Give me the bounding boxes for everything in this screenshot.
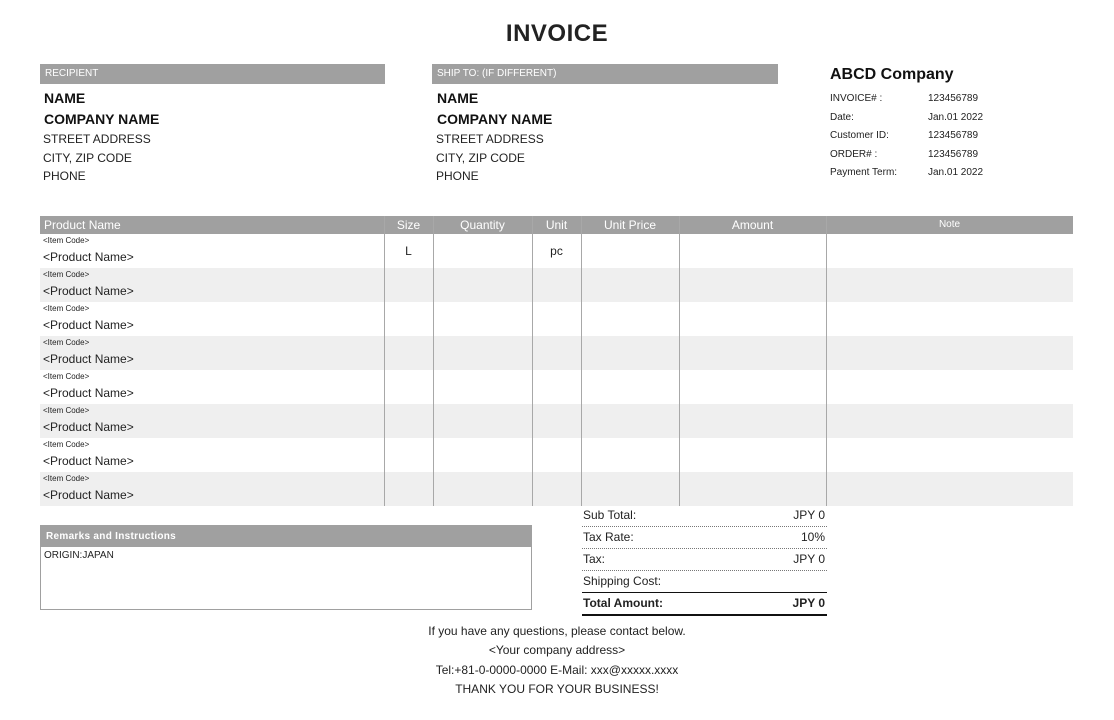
item-code: <Item Code>	[43, 304, 90, 313]
col-quantity: Quantity	[460, 218, 505, 232]
product-name: <Product Name>	[43, 488, 134, 502]
meta-label: Payment Term:	[830, 167, 898, 178]
recipient-company: COMPANY NAME	[44, 111, 160, 127]
remarks-text: ORIGIN:JAPAN	[44, 550, 114, 561]
tax-label: Tax:	[583, 552, 606, 566]
recipient-block	[40, 64, 385, 186]
size-cell: L	[405, 244, 412, 258]
footer-tel-email-line: Tel:+81-0-0000-0000 E-Mail: xxx@xxxxx.xxxx	[435, 663, 679, 677]
product-name: <Product Name>	[43, 250, 134, 264]
ship-to-header: SHIP TO: (IF DIFFERENT)	[432, 64, 778, 84]
remarks-header: Remarks and Instructions	[41, 526, 531, 547]
remarks-box	[40, 525, 532, 610]
table-header	[40, 216, 1073, 234]
meta-order-number	[830, 146, 1090, 165]
meta-value: 123456789	[928, 93, 979, 104]
item-code: <Item Code>	[43, 406, 90, 415]
table-row	[40, 370, 1073, 404]
tax-rate-row	[582, 527, 827, 549]
table-row	[40, 268, 1073, 302]
recipient-city: CITY, ZIP CODE	[43, 150, 132, 165]
table-row	[40, 234, 1073, 268]
meta-label: Date:	[830, 111, 854, 123]
subtotal-value: JPY 0	[793, 508, 825, 522]
table-row	[40, 302, 1073, 336]
product-name: <Product Name>	[43, 454, 134, 468]
company-meta	[830, 90, 1090, 183]
meta-date	[830, 109, 1090, 128]
ship-to-phone: PHONE	[436, 169, 479, 183]
footer-contact-line: If you have any questions, please contact below.	[428, 624, 686, 638]
tax-value: JPY 0	[793, 552, 825, 566]
product-name: <Product Name>	[43, 318, 134, 332]
meta-label: Customer ID:	[830, 130, 889, 141]
item-code: <Item Code>	[43, 440, 90, 449]
column-divider	[532, 216, 533, 506]
ship-to-company: COMPANY NAME	[437, 111, 553, 127]
item-code: <Item Code>	[43, 474, 90, 483]
column-divider	[581, 216, 582, 506]
recipient-phone: PHONE	[43, 169, 86, 183]
col-size: Size	[396, 218, 421, 232]
item-code: <Item Code>	[43, 270, 90, 279]
footer-address-line: <Your company address>	[488, 643, 626, 657]
item-code: <Item Code>	[43, 338, 90, 347]
table-row	[40, 404, 1073, 438]
meta-invoice-number	[830, 90, 1090, 109]
totals-block	[582, 505, 827, 616]
total-row	[582, 592, 827, 616]
table-row	[40, 472, 1073, 506]
tax-rate-value: 10%	[800, 530, 825, 544]
item-code: <Item Code>	[43, 372, 90, 381]
ship-to-street: STREET ADDRESS	[436, 132, 544, 146]
product-name: <Product Name>	[43, 420, 134, 434]
col-unit: Unit	[545, 218, 568, 232]
table-body	[40, 234, 1073, 506]
column-divider	[826, 216, 827, 506]
meta-value: 123456789	[928, 148, 979, 160]
column-divider	[384, 216, 385, 506]
item-code: <Item Code>	[43, 236, 90, 245]
total-value: JPY 0	[792, 596, 825, 610]
company-name: ABCD Company	[830, 66, 954, 83]
subtotal-label: Sub Total:	[583, 508, 637, 522]
items-table	[40, 216, 1073, 506]
ship-to-city: CITY, ZIP CODE	[436, 150, 525, 165]
col-product-name: Product Name	[44, 218, 121, 232]
product-name: <Product Name>	[43, 386, 134, 400]
table-row	[40, 438, 1073, 472]
footer-thanks-line: THANK YOU FOR YOUR BUSINESS!	[455, 682, 659, 696]
tax-row	[582, 549, 827, 571]
recipient-street: STREET ADDRESS	[43, 132, 151, 146]
subtotal-row	[582, 505, 827, 527]
meta-value: Jan.01 2022	[928, 111, 984, 123]
product-name: <Product Name>	[43, 352, 134, 366]
total-label: Total Amount:	[583, 596, 663, 610]
column-divider	[679, 216, 680, 506]
ship-to-block	[432, 64, 778, 186]
column-divider	[433, 216, 434, 506]
unit-cell: pc	[550, 244, 563, 258]
meta-payment-term	[830, 164, 1090, 183]
col-note: Note	[938, 219, 961, 230]
table-row	[40, 336, 1073, 370]
company-info	[830, 64, 1090, 183]
recipient-name: NAME	[44, 90, 86, 106]
shipping-row	[582, 571, 827, 592]
meta-value: 123456789	[928, 130, 979, 141]
tax-rate-label: Tax Rate:	[583, 530, 634, 544]
col-amount: Amount	[731, 218, 774, 232]
meta-value: Jan.01 2022	[928, 167, 984, 178]
meta-label: ORDER# :	[830, 148, 878, 160]
ship-to-name: NAME	[437, 90, 479, 106]
meta-label: INVOICE# :	[830, 93, 883, 104]
product-name: <Product Name>	[43, 284, 134, 298]
col-unit-price: Unit Price	[603, 218, 656, 232]
recipient-header: RECIPIENT	[40, 64, 385, 84]
shipping-label: Shipping Cost:	[583, 574, 662, 588]
invoice-title: INVOICE	[505, 20, 609, 47]
meta-customer-id	[830, 127, 1090, 146]
